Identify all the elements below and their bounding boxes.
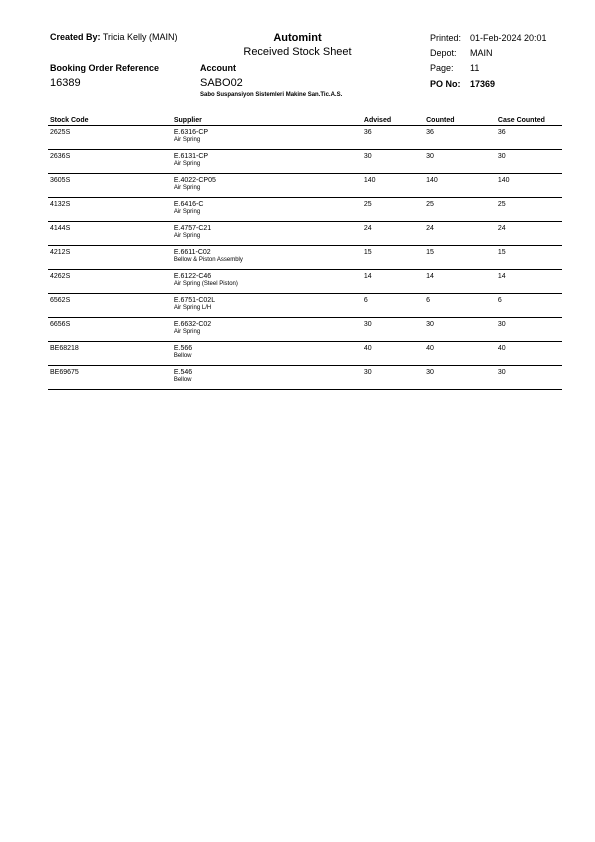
column-header-advised: Advised	[362, 114, 424, 126]
advised-cell: 30	[362, 366, 424, 390]
supplier-cell	[172, 246, 362, 270]
supplier-cell	[172, 198, 362, 222]
supplier-code: E.6122-C46	[173, 273, 212, 280]
stock-code-cell: 6562S	[48, 294, 172, 318]
account-name: Sabo Suspansiyon Sistemleri Makine San.Tic.A.S.	[200, 92, 343, 98]
stock-code-cell: 2625S	[48, 126, 172, 150]
supplier-cell	[172, 174, 362, 198]
case-counted-cell: 25	[496, 198, 562, 222]
stock-code-cell: 3605S	[48, 174, 172, 198]
counted-cell: 30	[424, 318, 496, 342]
stock-code-cell: BE69675	[48, 366, 172, 390]
item-description: Air Spring	[173, 209, 201, 215]
created-by-label: Created By:	[50, 32, 101, 42]
table-row	[48, 270, 562, 294]
page-number: 11	[470, 63, 480, 73]
counted-cell: 140	[424, 174, 496, 198]
item-description: Air Spring (Steel Piston)	[173, 281, 238, 287]
case-counted-cell: 15	[496, 246, 562, 270]
printed-value: 01-Feb-2024 20:01	[470, 33, 547, 43]
item-description: Air Spring	[173, 161, 201, 167]
supplier-code: E.6611-C02	[173, 249, 211, 256]
supplier-cell	[172, 342, 362, 366]
item-description: Air Spring L/H	[173, 305, 212, 311]
case-counted-cell: 30	[496, 318, 562, 342]
stock-code-cell: BE68218	[48, 342, 172, 366]
item-description: Air Spring	[173, 137, 201, 143]
advised-cell: 140	[362, 174, 424, 198]
counted-cell: 6	[424, 294, 496, 318]
advised-cell: 36	[362, 126, 424, 150]
advised-cell: 15	[362, 246, 424, 270]
stock-code-cell: 4132S	[48, 198, 172, 222]
supplier-cell	[172, 150, 362, 174]
supplier-code: E.6131-CP	[173, 153, 209, 160]
counted-cell: 25	[424, 198, 496, 222]
counted-cell: 30	[424, 366, 496, 390]
item-description: Bellow	[173, 377, 192, 383]
supplier-code: E.566	[173, 345, 193, 352]
counted-cell: 40	[424, 342, 496, 366]
table-row	[48, 150, 562, 174]
account-label: Account	[200, 63, 236, 73]
item-description: Air Spring	[173, 233, 201, 239]
supplier-cell	[172, 294, 362, 318]
column-header-supplier: Supplier	[172, 114, 362, 126]
table-row	[48, 174, 562, 198]
supplier-code: E.4022-CP05	[173, 177, 216, 184]
advised-cell: 40	[362, 342, 424, 366]
case-counted-cell: 30	[496, 150, 562, 174]
po-number: 17369	[470, 79, 496, 89]
case-counted-cell: 14	[496, 270, 562, 294]
supplier-code: E.4757-C21	[173, 225, 212, 232]
table-row	[48, 246, 562, 270]
table-row	[48, 366, 562, 390]
po-label: PO No:	[430, 79, 461, 89]
column-header-stock-code: Stock Code	[48, 114, 172, 126]
supplier-code: E.6632-C02	[173, 321, 212, 328]
account-code: SABO02	[200, 77, 243, 89]
item-description: Air Spring	[173, 329, 201, 335]
page-label: Page:	[430, 63, 454, 73]
advised-cell: 30	[362, 318, 424, 342]
item-description: Bellow & Piston Assembly	[173, 257, 243, 263]
supplier-cell	[172, 222, 362, 246]
stock-table-body	[48, 126, 562, 390]
case-counted-cell: 140	[496, 174, 562, 198]
counted-cell: 14	[424, 270, 496, 294]
item-description: Bellow	[173, 353, 192, 359]
case-counted-cell: 24	[496, 222, 562, 246]
supplier-cell	[172, 270, 362, 294]
counted-cell: 15	[424, 246, 496, 270]
stock-code-cell: 2636S	[48, 150, 172, 174]
company-name: Automint	[273, 32, 322, 44]
created-by-value: Tricia Kelly (MAIN)	[102, 32, 178, 42]
document-title: Received Stock Sheet	[243, 46, 352, 58]
counted-cell: 30	[424, 150, 496, 174]
supplier-cell	[172, 126, 362, 150]
table-row	[48, 126, 562, 150]
counted-cell: 24	[424, 222, 496, 246]
depot-label: Depot:	[430, 48, 457, 58]
depot-value: MAIN	[470, 48, 493, 58]
column-header-counted: Counted	[424, 114, 496, 126]
supplier-cell	[172, 366, 362, 390]
supplier-code: E.546	[173, 369, 193, 376]
item-description: Air Spring	[173, 185, 201, 191]
counted-cell: 36	[424, 126, 496, 150]
table-row	[48, 318, 562, 342]
stock-code-cell: 4144S	[48, 222, 172, 246]
stock-code-cell: 4262S	[48, 270, 172, 294]
case-counted-cell: 40	[496, 342, 562, 366]
stock-code-cell: 6656S	[48, 318, 172, 342]
table-row	[48, 294, 562, 318]
supplier-cell	[172, 318, 362, 342]
case-counted-cell: 6	[496, 294, 562, 318]
advised-cell: 30	[362, 150, 424, 174]
case-counted-cell: 30	[496, 366, 562, 390]
supplier-code: E.6416-C	[173, 201, 204, 208]
stock-code-cell: 4212S	[48, 246, 172, 270]
case-counted-cell: 36	[496, 126, 562, 150]
booking-reference-label: Booking Order Reference	[50, 63, 160, 73]
column-header-case-counted: Case Counted	[496, 114, 562, 126]
advised-cell: 25	[362, 198, 424, 222]
advised-cell: 14	[362, 270, 424, 294]
table-row	[48, 342, 562, 366]
advised-cell: 6	[362, 294, 424, 318]
stock-table	[48, 114, 562, 390]
supplier-code: E.6751-C02L	[173, 297, 216, 304]
supplier-code: E.6316-CP	[173, 129, 209, 136]
printed-label: Printed:	[430, 33, 462, 43]
table-header-row	[48, 114, 562, 126]
booking-reference-value: 16389	[50, 77, 81, 89]
advised-cell: 24	[362, 222, 424, 246]
table-row	[48, 198, 562, 222]
table-row	[48, 222, 562, 246]
